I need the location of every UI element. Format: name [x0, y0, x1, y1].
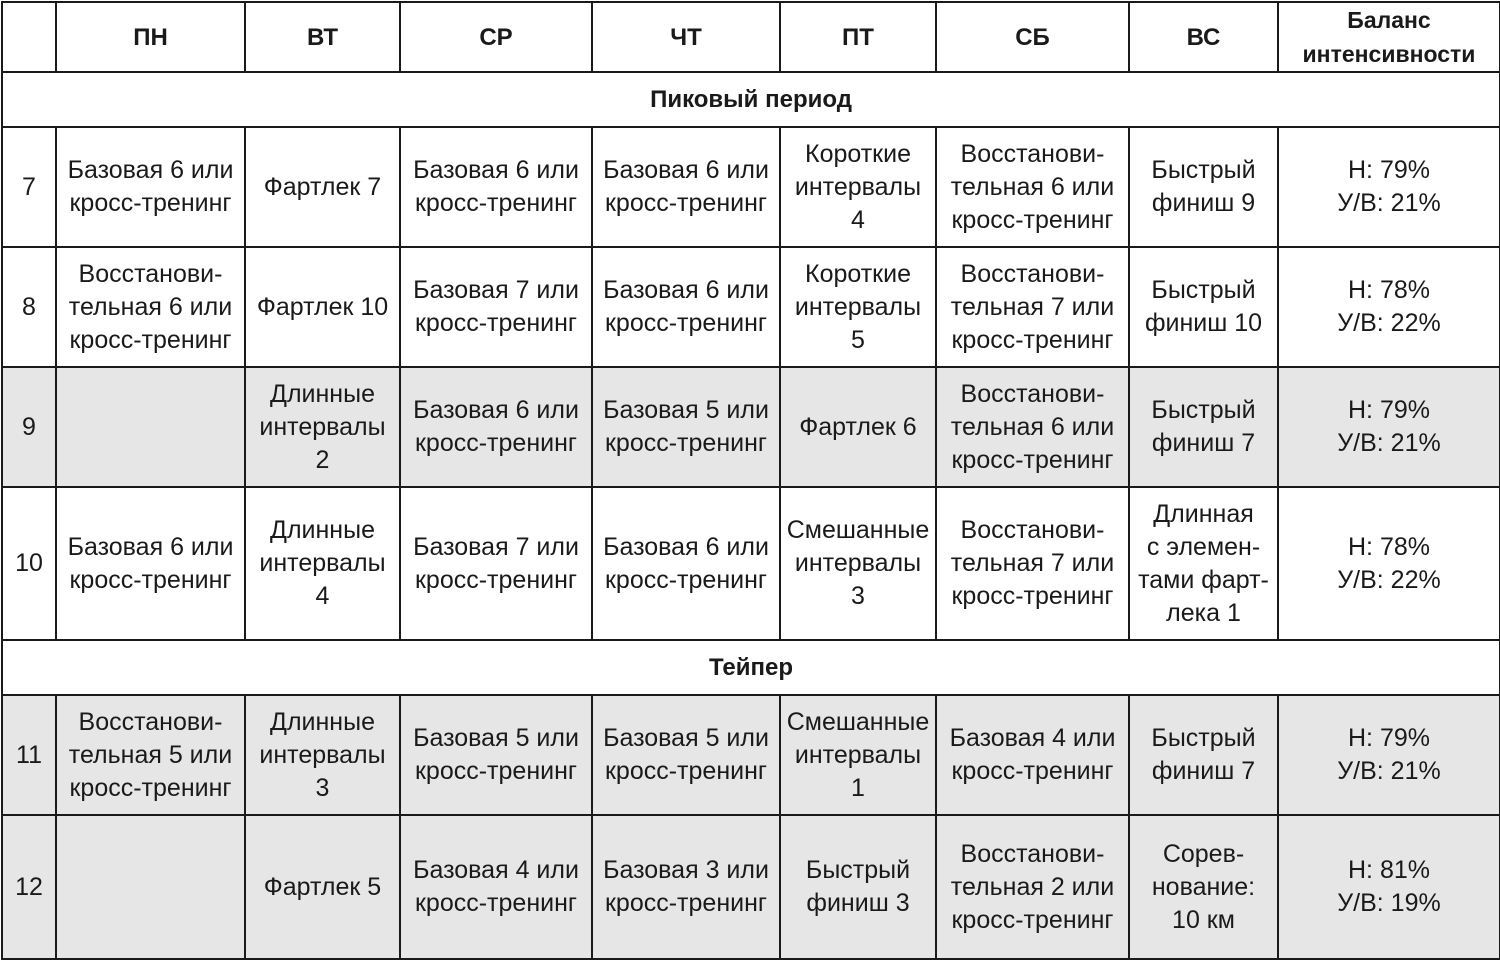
- workout-cell: Базовая 4 или кросс-тренинг: [936, 695, 1129, 815]
- workout-cell: Короткие интервалы 4: [780, 127, 936, 247]
- workout-cell: Быстрый финиш 9: [1129, 127, 1278, 247]
- workout-cell: [56, 815, 245, 959]
- workout-cell: Базовая 6 или кросс-тренинг: [400, 127, 592, 247]
- header-day-tue: ВТ: [245, 2, 400, 72]
- intensity-balance-cell: Н: 79% У/В: 21%: [1278, 127, 1500, 247]
- workout-cell: Базовая 6 или кросс-тренинг: [56, 487, 245, 640]
- workout-cell: Сорев- нование: 10 км: [1129, 815, 1278, 959]
- header-row: [2, 2, 1500, 72]
- workout-cell: [56, 367, 245, 487]
- workout-cell: Длинные интервалы 4: [245, 487, 400, 640]
- intensity-balance-cell: Н: 81% У/В: 19%: [1278, 815, 1500, 959]
- workout-cell: Смешанные интервалы 3: [780, 487, 936, 640]
- week-number: 7: [2, 127, 56, 247]
- workout-cell: Базовая 5 или кросс-тренинг: [592, 695, 780, 815]
- header-intensity-balance: Баланс интенсивности: [1278, 2, 1500, 72]
- workout-cell: Быстрый финиш 3: [780, 815, 936, 959]
- workout-cell: Базовая 6 или кросс-тренинг: [592, 247, 780, 367]
- table-row: [2, 487, 1500, 640]
- workout-cell: Восстанови- тельная 5 или кросс-тренинг: [56, 695, 245, 815]
- week-number: 9: [2, 367, 56, 487]
- workout-cell: Смешанные интервалы 1: [780, 695, 936, 815]
- intensity-balance-cell: Н: 79% У/В: 21%: [1278, 367, 1500, 487]
- workout-cell: Базовая 5 или кросс-тренинг: [400, 695, 592, 815]
- week-number: 8: [2, 247, 56, 367]
- header-day-sun: ВС: [1129, 2, 1278, 72]
- section-title: Пиковый период: [2, 72, 1500, 127]
- workout-cell: Короткие интервалы 5: [780, 247, 936, 367]
- workout-cell: Базовая 6 или кросс-тренинг: [592, 127, 780, 247]
- workout-cell: Восстанови- тельная 2 или кросс-тренинг: [936, 815, 1129, 959]
- header-week-cell: [2, 2, 56, 72]
- workout-cell: Базовая 6 или кросс-тренинг: [56, 127, 245, 247]
- table-row: [2, 127, 1500, 247]
- workout-cell: Быстрый финиш 7: [1129, 695, 1278, 815]
- week-number: 12: [2, 815, 56, 959]
- workout-cell: Базовая 5 или кросс-тренинг: [592, 367, 780, 487]
- workout-cell: Базовая 6 или кросс-тренинг: [400, 367, 592, 487]
- header-day-wed: СР: [400, 2, 592, 72]
- workout-cell: Длинные интервалы 3: [245, 695, 400, 815]
- week-number: 10: [2, 487, 56, 640]
- workout-cell: Базовая 4 или кросс-тренинг: [400, 815, 592, 959]
- section-title: Тейпер: [2, 640, 1500, 695]
- workout-cell: Фартлек 7: [245, 127, 400, 247]
- intensity-balance-cell: Н: 79% У/В: 21%: [1278, 695, 1500, 815]
- section-row-taper: [2, 640, 1500, 695]
- workout-cell: Восстанови- тельная 7 или кросс-тренинг: [936, 247, 1129, 367]
- table-row: [2, 695, 1500, 815]
- workout-cell: Базовая 7 или кросс-тренинг: [400, 247, 592, 367]
- workout-cell: Базовая 6 или кросс-тренинг: [592, 487, 780, 640]
- intensity-balance-cell: Н: 78% У/В: 22%: [1278, 487, 1500, 640]
- workout-cell: Базовая 7 или кросс-тренинг: [400, 487, 592, 640]
- workout-cell: Фартлек 10: [245, 247, 400, 367]
- workout-cell: Быстрый финиш 7: [1129, 367, 1278, 487]
- workout-cell: Восстанови- тельная 6 или кросс-тренинг: [936, 367, 1129, 487]
- intensity-balance-cell: Н: 78% У/В: 22%: [1278, 247, 1500, 367]
- workout-cell: Длинная с элемен- тами фарт- лека 1: [1129, 487, 1278, 640]
- section-row-peak: [2, 72, 1500, 127]
- workout-cell: Базовая 3 или кросс-тренинг: [592, 815, 780, 959]
- header-day-fri: ПТ: [780, 2, 936, 72]
- workout-cell: Восстанови- тельная 7 или кросс-тренинг: [936, 487, 1129, 640]
- training-plan-table: [1, 1, 1500, 960]
- workout-cell: Длинные интервалы 2: [245, 367, 400, 487]
- header-day-thu: ЧТ: [592, 2, 780, 72]
- workout-cell: Фартлек 5: [245, 815, 400, 959]
- table-row: [2, 815, 1500, 959]
- week-number: 11: [2, 695, 56, 815]
- workout-cell: Восстанови- тельная 6 или кросс-тренинг: [56, 247, 245, 367]
- header-day-mon: ПН: [56, 2, 245, 72]
- workout-cell: Восстанови- тельная 6 или кросс-тренинг: [936, 127, 1129, 247]
- workout-cell: Фартлек 6: [780, 367, 936, 487]
- table-row: [2, 247, 1500, 367]
- table-row: [2, 367, 1500, 487]
- workout-cell: Быстрый финиш 10: [1129, 247, 1278, 367]
- header-day-sat: СБ: [936, 2, 1129, 72]
